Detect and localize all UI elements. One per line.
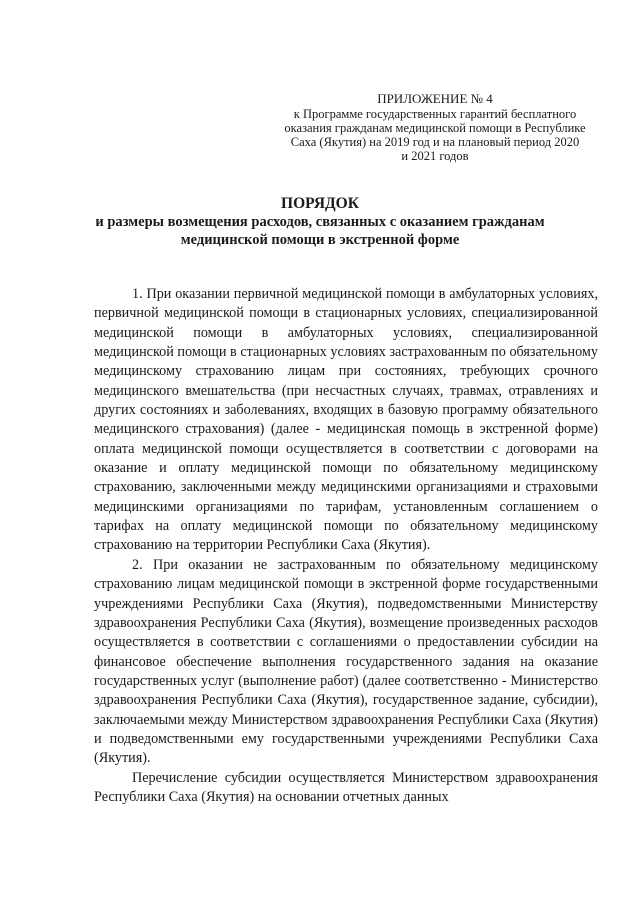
title-line: и размеры возмещения расходов, связанных с оказанием гражданам [95,214,545,230]
appendix-line: Саха (Якутия) на 2019 год и на плановый период 2020 [290,135,580,149]
paragraph: 2. При оказании не застрахованным по обязательному медицинскому страхованию лицам медицинской помощи в экстренной форме государственными учреждениями Республики Саха (Якутия), подведомственными Министерству здравоохранения Республики Саха (Якутия), возмещение произведенных расходов осуществляется в соответствии с соглашениями о предоставлении субсидии на финансовое обеспечение выполнения государственного задания на оказание государственных услуг (выполнение работ) (далее соответственно - Министерство здравоохранения Республики Саха (Якутия), государственное задание, субсидии), заключаемыми между Министерством здравоохранения Республики Саха (Якутия) и подведомственными ему государственными учреждениями Республики Саха (Якутия). [94,556,598,767]
paragraph: Перечисление субсидии осуществляется Министерством здравоохранения Республики Саха (Якутия) на основании отчетных данных [94,769,598,805]
paragraph: 1. При оказании первичной медицинской помощи в амбулаторных условиях, первичной медицинской помощи в стационарных условиях, специализированной медицинской помощи в амбулаторных условиях, специализированной медицинской помощи в стационарных условиях застрахованным по обязательному медицинскому страхованию лицам при состояниях, требующих срочного медицинского вмешательства (при несчастных случаях, травмах, отравлениях и других состояниях и заболеваниях, входящих в базовую программу обязательного медицинского страхования) (далее - медицинская помощь в экстренной форме) оплата медицинской помощи осуществляется в соответствии с договорами на оказание и оплату медицинской помощи по обязательному медицинскому страхованию, заключенными между медицинскими организациями и страховыми медицинскими организациями по тарифам, установленным соглашением о тарифах на оплату медицинской помощи по обязательному медицинскому страхованию на территории Республики Саха (Якутия). [94,286,598,554]
appendix-heading: ПРИЛОЖЕНИЕ № 4 [377,91,493,106]
appendix-line: оказания гражданам медицинской помощи в Республике [284,121,586,135]
title-main: ПОРЯДОК [281,195,359,212]
document-body [94,285,598,807]
document-title [80,195,560,249]
appendix-header [270,92,600,163]
title-line: медицинской помощи в экстренной форме [180,232,460,248]
appendix-line: и 2021 годов [401,149,469,163]
appendix-line: к Программе государственных гарантий бесплатного [293,107,577,121]
